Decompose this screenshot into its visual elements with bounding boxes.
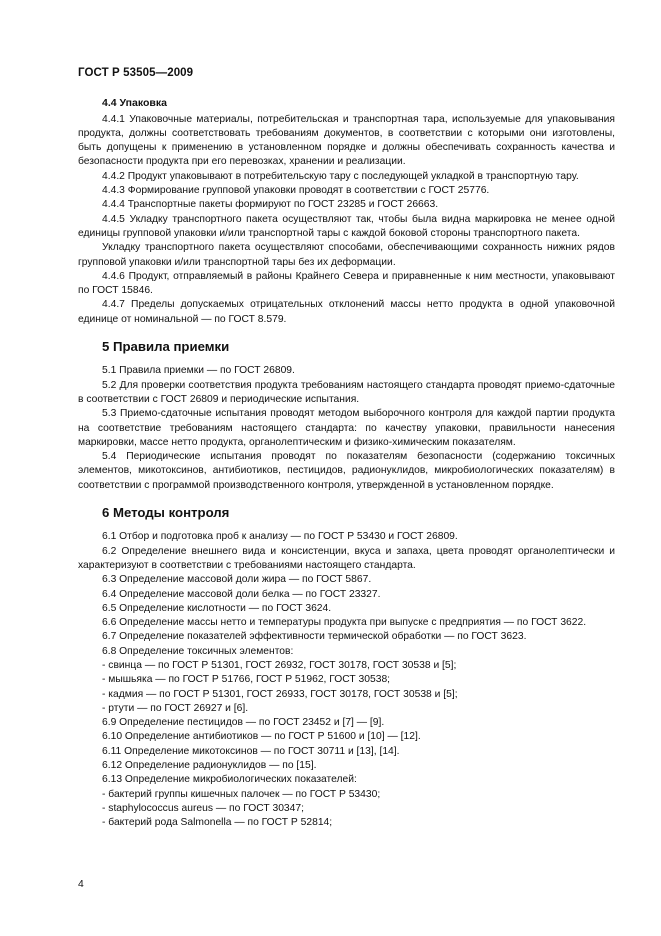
- paragraph: 6.2 Определение внешнего вида и консистенции, вкуса и запаха, цвета проводят органолептически и характеризуют в соответствии с требованиями настоящего стандарта.: [78, 545, 615, 571]
- paragraph: 6.9 Определение пестицидов — по ГОСТ 23452 и [7] — [9].: [102, 717, 385, 729]
- list-item: - бактерий рода Salmonella — по ГОСТ Р 52814;: [102, 817, 333, 829]
- paragraph: 6.10 Определение антибиотиков — по ГОСТ Р 51600 и [10] — [12].: [102, 731, 421, 743]
- paragraph: 4.4.6 Продукт, отправляемый в районы Крайнего Севера и приравненные к ним местности, упаковывают по ГОСТ 15846.: [78, 270, 615, 297]
- paragraph: 4.4.4 Транспортные пакеты формируют по ГОСТ 23285 и ГОСТ 26663.: [102, 199, 439, 211]
- paragraph: 6.12 Определение радионуклидов — по [15].: [102, 760, 317, 772]
- paragraph: 6.3 Определение массовой доли жира — по ГОСТ 5867.: [102, 574, 372, 586]
- list-item: - ртути — по ГОСТ 26927 и [6].: [102, 702, 249, 714]
- paragraph: 4.4.7 Пределы допускаемых отрицательных отклонений массы нетто продукта в одной упаковочной единице от номинальной — по ГОСТ 8.579.: [78, 299, 615, 325]
- paragraph: 5.3 Приемо-сдаточные испытания проводят методом выборочного контроля для каждой партии продукта на соответствие требованиям настоящего стандарта: по качеству упаковки, правильности нанесения маркировки, массе нетто продукта, органолептическим и физико-химическим показателям.: [78, 408, 615, 448]
- list-item: - мышьяка — по ГОСТ Р 51766, ГОСТ Р 51962, ГОСТ 30538;: [102, 674, 391, 686]
- page-number: 4: [78, 879, 84, 890]
- paragraph: 4.4.3 Формирование групповой упаковки проводят в соответствии с ГОСТ 25776.: [102, 185, 490, 197]
- paragraph: 6.4 Определение массовой доли белка — по ГОСТ 23327.: [102, 588, 381, 600]
- list-item: - свинца — по ГОСТ Р 51301, ГОСТ 26932, ГОСТ 30178, ГОСТ 30538 и [5];: [102, 659, 457, 671]
- paragraph: 6.6 Определение массы нетто и температуры продукта при выпуске с предприятия — по ГОСТ 3622.: [102, 617, 587, 629]
- list-item: - бактерий группы кишечных палочек — по ГОСТ Р 53430;: [102, 788, 381, 800]
- page-header: ГОСТ Р 53505—2009: [78, 67, 194, 79]
- paragraph: 4.4.1 Упаковочные материалы, потребительская и транспортная тара, используемые для упаковывания продукта, должны соответствовать требованиям документов, в соответствии с которыми они изготовлены, быть допущены к применению в установленном порядке и должны обеспечивать сохранность качества и безопасности продукта при его перевозках, хранении и реализации.: [78, 113, 615, 168]
- list-item: - staphylococcus aureus — по ГОСТ 30347;: [102, 802, 304, 814]
- paragraph: 6.5 Определение кислотности — по ГОСТ 3624.: [102, 602, 332, 614]
- list-item: - кадмия — по ГОСТ Р 51301, ГОСТ 26933, ГОСТ 30178, ГОСТ 30538 и [5];: [102, 688, 458, 700]
- paragraph: 5.2 Для проверки соответствия продукта требованиям настоящего стандарта проводят приемо-сдаточные в соответствии с ГОСТ 26809 и периодические испытания.: [78, 379, 615, 405]
- paragraph: 6.7 Определение показателей эффективности термической обработки — по ГОСТ 3623.: [102, 631, 527, 643]
- paragraph: 4.4.2 Продукт упаковывают в потребительскую тару с последующей укладкой в транспортную тару.: [102, 170, 579, 182]
- paragraph: 4.4.5 Укладку транспортного пакета осуществляют так, чтобы была видна маркировка не менее одной единицы групповой упаковки и/или транспортной тары с каждой боковой стороны транспортного пакета.: [78, 213, 615, 239]
- section-title-5: 5 Правила приемки: [102, 339, 230, 355]
- paragraph: Укладку транспортного пакета осуществляют способами, обеспечивающими сохранность нижних рядов групповой упаковки и/или транспортной тары без их деформации.: [78, 242, 615, 268]
- paragraph: 6.8 Определение токсичных элементов:: [102, 645, 294, 657]
- paragraph: 5.1 Правила приемки — по ГОСТ 26809.: [102, 365, 295, 377]
- paragraph: 6.11 Определение микотоксинов — по ГОСТ 30711 и [13], [14].: [102, 745, 400, 757]
- section-title-6: 6 Методы контроля: [102, 505, 230, 521]
- paragraph: 6.13 Определение микробиологических показателей:: [102, 774, 357, 786]
- paragraph: 6.1 Отбор и подготовка проб к анализу — по ГОСТ Р 53430 и ГОСТ 26809.: [102, 531, 458, 543]
- subsection-title-4-4: 4.4 Упаковка: [102, 97, 167, 110]
- paragraph: 5.4 Периодические испытания проводят по показателям безопасности (содержанию токсичных элементов, микотоксинов, антибиотиков, пестицидов, радионуклидов, микробиологических показателям) в соответствии с программой производственного контроля, утвержденной в установленном порядке.: [78, 451, 615, 491]
